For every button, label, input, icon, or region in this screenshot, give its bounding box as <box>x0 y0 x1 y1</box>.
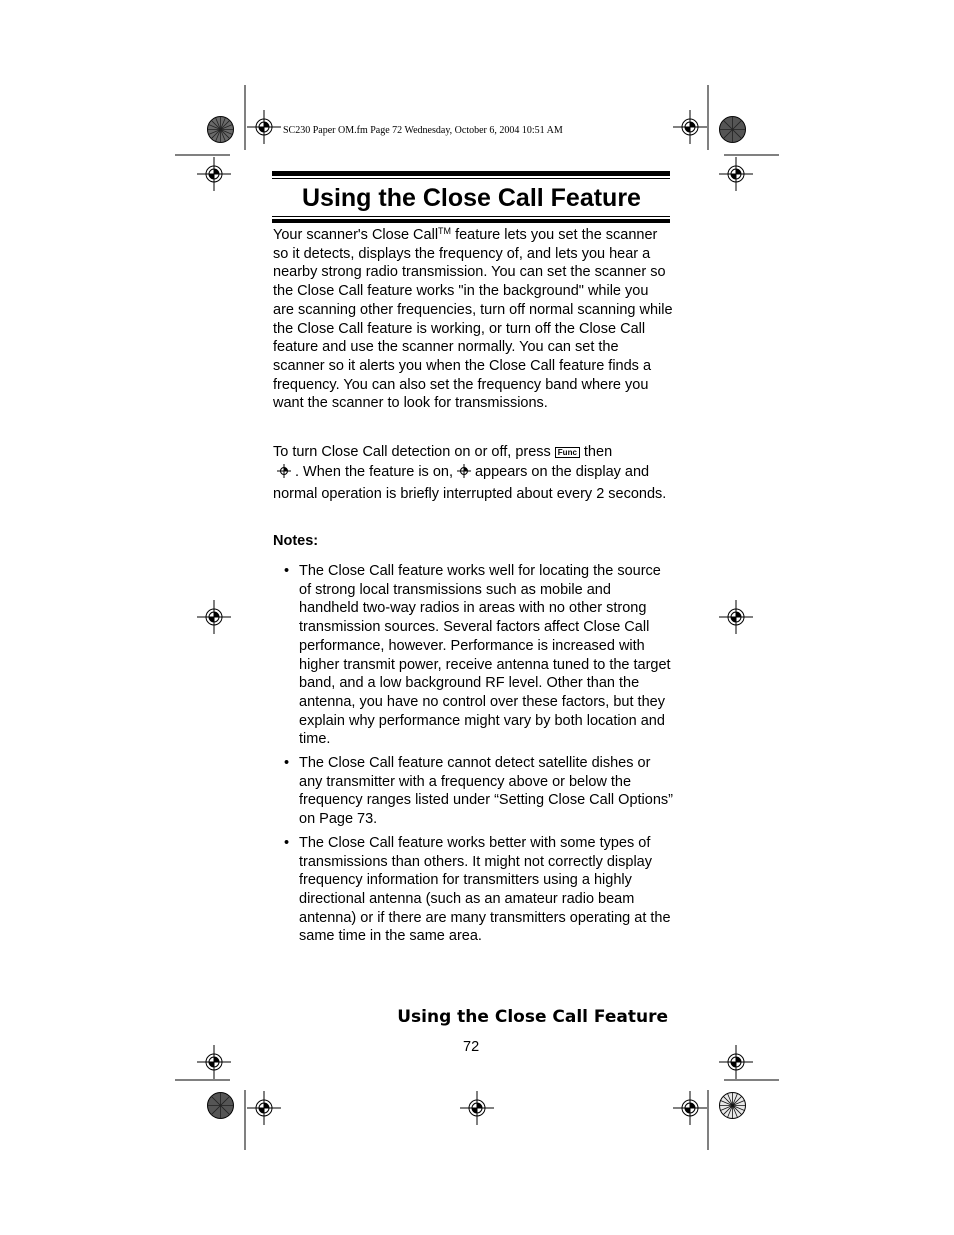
bullet: • <box>284 563 290 579</box>
starburst-target-icon <box>719 1092 746 1119</box>
toggle-paragraph <box>273 442 673 504</box>
toggle-text: . When the feature is on, <box>295 464 453 480</box>
trademark: TM <box>438 226 452 236</box>
registration-mark-icon <box>247 1091 281 1125</box>
title-block <box>272 171 670 223</box>
list-item <box>273 754 673 829</box>
bullet: • <box>284 755 290 772</box>
registration-mark-icon <box>673 110 707 144</box>
registration-mark-icon <box>719 157 753 191</box>
note-text: The Close Call feature works well for locating the source of strong local transmissions such as mobile and handheld two-way radios in areas with no other strong transmission sources. Several factors affect Close Call performance, however. Performance is increased with higher transmit power, receive antenna tuned to the target band, and a low background RF level. Other than the antenna, you have no control over these factors, but they explain why performance might vary by both location and time. <box>299 563 671 748</box>
registration-mark-icon <box>719 1045 753 1079</box>
starburst-target-icon <box>207 116 234 143</box>
registration-mark-icon <box>460 1091 494 1125</box>
registration-mark-icon <box>719 600 753 634</box>
print-header: SC230 Paper OM.fm Page 72 Wednesday, October 6, 2004 10:51 AM <box>283 125 563 136</box>
registration-mark-icon <box>197 157 231 191</box>
page-number: 72 <box>463 1039 480 1055</box>
starburst-target-icon <box>207 1092 234 1119</box>
close-call-icon <box>457 464 471 484</box>
title-rule <box>272 219 670 223</box>
intro-text: feature lets you set the scanner so it detects, displays the frequency of, and lets you hear a nearby strong radio transmission. You can set the scanner so the Close Call feature works "in the background" while you are scanning other frequencies, turn off normal scanning while the Close Call feature is working, or turn off the Close Call feature and use the scanner normally. You can set the scanner so it alerts you when the Close Call feature finds a frequency. You can also set the frequency band where you want the scanner to look for transmissions. <box>273 227 673 412</box>
func-key: Func <box>555 447 580 458</box>
registration-mark-icon <box>673 1091 707 1125</box>
bullet: • <box>284 834 290 851</box>
registration-mark-icon <box>247 110 281 144</box>
intro-paragraph <box>273 226 673 413</box>
intro-text: Your scanner's Close Call <box>273 227 439 243</box>
registration-mark-icon <box>197 600 231 634</box>
starburst-target-icon <box>719 116 746 143</box>
close-call-icon <box>277 464 291 484</box>
toggle-text: then <box>583 444 613 460</box>
note-text: The Close Call feature works better with some types of transmissions than others. It might not correctly display frequency information for transmitters using a highly directional antenna (such as an amateur radio beam antenna) or if there are many transmitters operating at the same time in the same area. <box>299 834 671 945</box>
toggle-text: appears on the display and normal operation is briefly interrupted about every 2 seconds. <box>273 464 667 502</box>
list-item <box>273 562 673 749</box>
title-rule <box>272 171 670 176</box>
footer-title: Using the Close Call Feature <box>397 1007 668 1027</box>
toggle-text: To turn Close Call detection on or off, press <box>273 444 551 460</box>
notes-list <box>273 562 673 951</box>
list-item <box>273 834 673 946</box>
registration-mark-icon <box>197 1045 231 1079</box>
notes-heading: Notes: <box>273 533 319 549</box>
note-text: The Close Call feature cannot detect satellite dishes or any transmitter with a frequency above or below the frequency ranges listed under “Setting Close Call Options” on Page 73. <box>299 755 673 828</box>
page-title: Using the Close Call Feature <box>302 184 641 212</box>
title-rule <box>272 216 670 217</box>
